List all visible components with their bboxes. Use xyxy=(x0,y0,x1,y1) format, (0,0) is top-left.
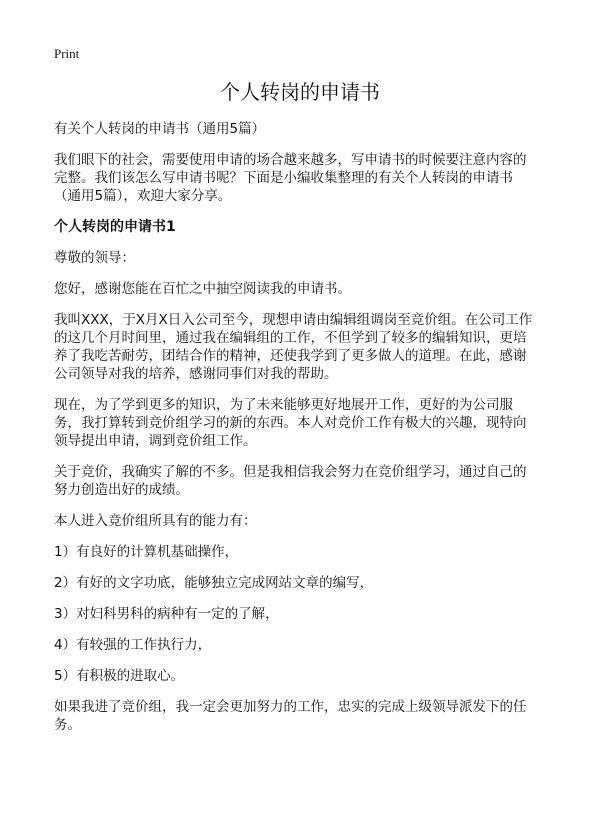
paragraph: 如果我进了竞价组，我一定会更加努力的工作，忠实的完成上级领导派发下的任务。 xyxy=(54,699,527,733)
list-item: 1）有良好的计算机基础操作， xyxy=(54,544,239,560)
document-body xyxy=(54,120,536,747)
subtitle: 有关个人转岗的申请书（通用5篇） xyxy=(54,121,266,137)
section-heading: 个人转岗的申请书1 xyxy=(54,219,176,235)
page-title: 个人转岗的申请书 xyxy=(220,80,380,104)
print-link[interactable]: Print xyxy=(54,46,80,61)
list-item: 5）有积极的进取心。 xyxy=(54,668,185,684)
list-item: 3）对妇科男科的病种有一定的了解， xyxy=(54,606,279,622)
salutation: 尊敬的领导： xyxy=(54,250,135,266)
paragraph: 您好，感谢您能在百忙之中抽空阅读我的申请书。 xyxy=(54,281,351,297)
paragraph: 关于竞价，我确实了解的不多。但是我相信我会努力在竞价组学习，通过自己的努力创造出好的成绩。 xyxy=(54,464,527,498)
list-item: 2）有好的文字功底，能够独立完成网站文章的编写， xyxy=(54,575,374,591)
paragraph: 现在，为了学到更多的知识，为了未来能够更好地展开工作，更好的为公司服务，我打算转到竞价组学习的新的东西。本人对竞价工作有极大的兴趣，现特向领导提出申请，调到竞价组工作。 xyxy=(54,397,527,449)
list-item: 4）有较强的工作执行力， xyxy=(54,637,212,653)
paragraph: 本人进入竞价组所具有的能力有： xyxy=(54,513,257,529)
paragraph: 我叫XXX，于X月X日入公司至今，现想申请由编辑组调岗至竞价组。在公司工作的这几个月时间里，通过我在编辑组的工作，不但学到了较多的编辑知识，更培养了我吃苦耐劳，团结合作的精神，还使我学到了更多做人的道理。在此，感谢公司领导对我的培养，感谢同事们对我的帮助。 xyxy=(54,312,533,382)
intro-paragraph: 我们眼下的社会，需要使用申请的场合越来越多，写申请书的时候要注意内容的完整。我们该怎么写申请书呢？下面是小编收集整理的有关个人转岗的申请书（通用5篇），欢迎大家分享。 xyxy=(54,152,527,204)
